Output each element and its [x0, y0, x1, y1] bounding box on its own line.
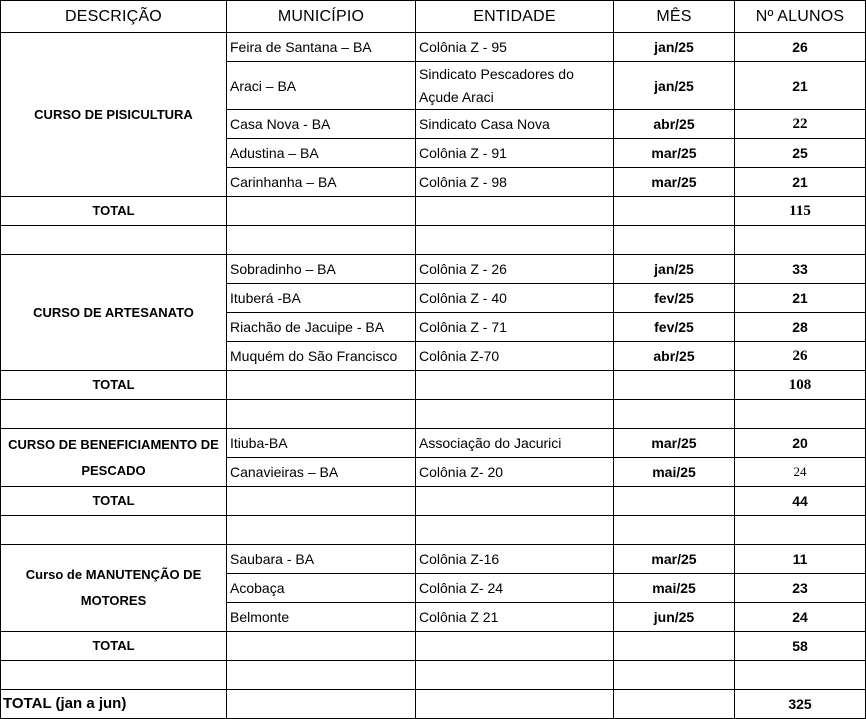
- empty-cell: [1, 226, 227, 255]
- course-description: CURSO DE ARTESANATO: [1, 255, 227, 371]
- alunos-cell: 25: [735, 139, 866, 168]
- municipio-cell: Itiuba-BA: [227, 429, 416, 458]
- total-label: TOTAL: [1, 197, 227, 226]
- municipio-cell: Belmonte: [227, 603, 416, 632]
- entidade-cell: Colônia Z-70: [416, 342, 614, 371]
- table-row: [1, 33, 866, 62]
- municipio-cell: Saubara - BA: [227, 545, 416, 574]
- empty-cell: [227, 400, 416, 429]
- mes-cell: mar/25: [614, 429, 735, 458]
- empty-cell: [416, 487, 614, 516]
- total-value: 115: [735, 197, 866, 226]
- table-row: [1, 255, 866, 284]
- entidade-cell: Colônia Z - 40: [416, 284, 614, 313]
- entidade-cell: Colônia Z - 71: [416, 313, 614, 342]
- header-municipio: MUNICÍPIO: [227, 1, 416, 33]
- alunos-cell: 26: [735, 33, 866, 62]
- mes-cell: mar/25: [614, 139, 735, 168]
- municipio-cell: Sobradinho – BA: [227, 255, 416, 284]
- table-row: [1, 545, 866, 574]
- empty-cell: [227, 197, 416, 226]
- spacer-row: [1, 516, 866, 545]
- municipio-cell: Carinhanha – BA: [227, 168, 416, 197]
- grand-total-row: [1, 690, 866, 719]
- mes-cell: abr/25: [614, 110, 735, 139]
- empty-cell: [614, 487, 735, 516]
- municipio-cell: Canavieiras – BA: [227, 458, 416, 487]
- mes-cell: abr/25: [614, 342, 735, 371]
- empty-cell: [416, 371, 614, 400]
- alunos-cell: 24: [735, 458, 866, 487]
- empty-cell: [416, 516, 614, 545]
- total-label: TOTAL: [1, 632, 227, 661]
- municipio-cell: Ituberá -BA: [227, 284, 416, 313]
- entidade-cell: Colônia Z - 26: [416, 255, 614, 284]
- mes-cell: mar/25: [614, 168, 735, 197]
- total-label: TOTAL: [1, 371, 227, 400]
- table-row: [1, 429, 866, 458]
- empty-cell: [1, 400, 227, 429]
- course-description: Curso de MANUTENÇÃO DE MOTORES: [1, 545, 227, 632]
- empty-cell: [416, 197, 614, 226]
- entidade-cell: Associação do Jacurici: [416, 429, 614, 458]
- entidade-cell: Colônia Z- 24: [416, 574, 614, 603]
- spacer-row: [1, 661, 866, 690]
- mes-cell: fev/25: [614, 284, 735, 313]
- alunos-cell: 28: [735, 313, 866, 342]
- empty-cell: [416, 226, 614, 255]
- alunos-cell: 21: [735, 62, 866, 110]
- empty-cell: [735, 661, 866, 690]
- empty-cell: [735, 226, 866, 255]
- municipio-cell: Acobaça: [227, 574, 416, 603]
- empty-cell: [614, 632, 735, 661]
- grand-total-label: TOTAL (jan a jun): [1, 690, 227, 719]
- empty-cell: [227, 371, 416, 400]
- empty-cell: [1, 516, 227, 545]
- alunos-cell: 23: [735, 574, 866, 603]
- total-value: 108: [735, 371, 866, 400]
- header-entidade: ENTIDADE: [416, 1, 614, 33]
- empty-cell: [614, 516, 735, 545]
- entidade-cell: Sindicato Pescadores do Açude Araci: [416, 62, 614, 110]
- entidade-cell: Colônia Z-16: [416, 545, 614, 574]
- grand-total-value: 325: [735, 690, 866, 719]
- course-description: CURSO DE PISICULTURA: [1, 33, 227, 197]
- empty-cell: [416, 661, 614, 690]
- entidade-cell: Colônia Z - 98: [416, 168, 614, 197]
- empty-cell: [416, 632, 614, 661]
- alunos-cell: 24: [735, 603, 866, 632]
- municipio-cell: Casa Nova - BA: [227, 110, 416, 139]
- entidade-cell: Colônia Z - 95: [416, 33, 614, 62]
- total-row: [1, 197, 866, 226]
- empty-cell: [227, 632, 416, 661]
- total-value: 44: [735, 487, 866, 516]
- mes-cell: mai/25: [614, 458, 735, 487]
- total-row: [1, 632, 866, 661]
- mes-cell: jan/25: [614, 62, 735, 110]
- empty-cell: [227, 226, 416, 255]
- empty-cell: [735, 400, 866, 429]
- alunos-cell: 33: [735, 255, 866, 284]
- municipio-cell: Muquém do São Francisco: [227, 342, 416, 371]
- alunos-cell: 22: [735, 110, 866, 139]
- mes-cell: mar/25: [614, 545, 735, 574]
- empty-cell: [614, 371, 735, 400]
- mes-cell: fev/25: [614, 313, 735, 342]
- total-row: [1, 371, 866, 400]
- empty-cell: [227, 516, 416, 545]
- municipio-cell: Feira de Santana – BA: [227, 33, 416, 62]
- municipio-cell: Araci – BA: [227, 62, 416, 110]
- entidade-cell: Sindicato Casa Nova: [416, 110, 614, 139]
- empty-cell: [614, 690, 735, 719]
- mes-cell: jan/25: [614, 33, 735, 62]
- alunos-cell: 21: [735, 284, 866, 313]
- municipio-cell: Adustina – BA: [227, 139, 416, 168]
- header-row: [1, 1, 866, 33]
- empty-cell: [227, 690, 416, 719]
- empty-cell: [614, 197, 735, 226]
- empty-cell: [227, 661, 416, 690]
- mes-cell: jun/25: [614, 603, 735, 632]
- empty-cell: [416, 690, 614, 719]
- alunos-cell: 11: [735, 545, 866, 574]
- empty-cell: [227, 487, 416, 516]
- mes-cell: mai/25: [614, 574, 735, 603]
- empty-cell: [614, 400, 735, 429]
- municipio-cell: Riachão de Jacuipe - BA: [227, 313, 416, 342]
- header-alunos: Nº ALUNOS: [735, 1, 866, 33]
- course-description: CURSO DE BENEFICIAMENTO DE PESCADO: [1, 429, 227, 487]
- spacer-row: [1, 400, 866, 429]
- total-row: [1, 487, 866, 516]
- spacer-row: [1, 226, 866, 255]
- entidade-cell: Colônia Z- 20: [416, 458, 614, 487]
- empty-cell: [416, 400, 614, 429]
- entidade-cell: Colônia Z - 91: [416, 139, 614, 168]
- total-label: TOTAL: [1, 487, 227, 516]
- empty-cell: [1, 661, 227, 690]
- alunos-cell: 26: [735, 342, 866, 371]
- empty-cell: [614, 661, 735, 690]
- mes-cell: jan/25: [614, 255, 735, 284]
- alunos-cell: 20: [735, 429, 866, 458]
- alunos-cell: 21: [735, 168, 866, 197]
- empty-cell: [735, 516, 866, 545]
- total-value: 58: [735, 632, 866, 661]
- header-descricao: DESCRIÇÃO: [1, 1, 227, 33]
- entidade-cell: Colônia Z 21: [416, 603, 614, 632]
- empty-cell: [614, 226, 735, 255]
- header-mes: MÊS: [614, 1, 735, 33]
